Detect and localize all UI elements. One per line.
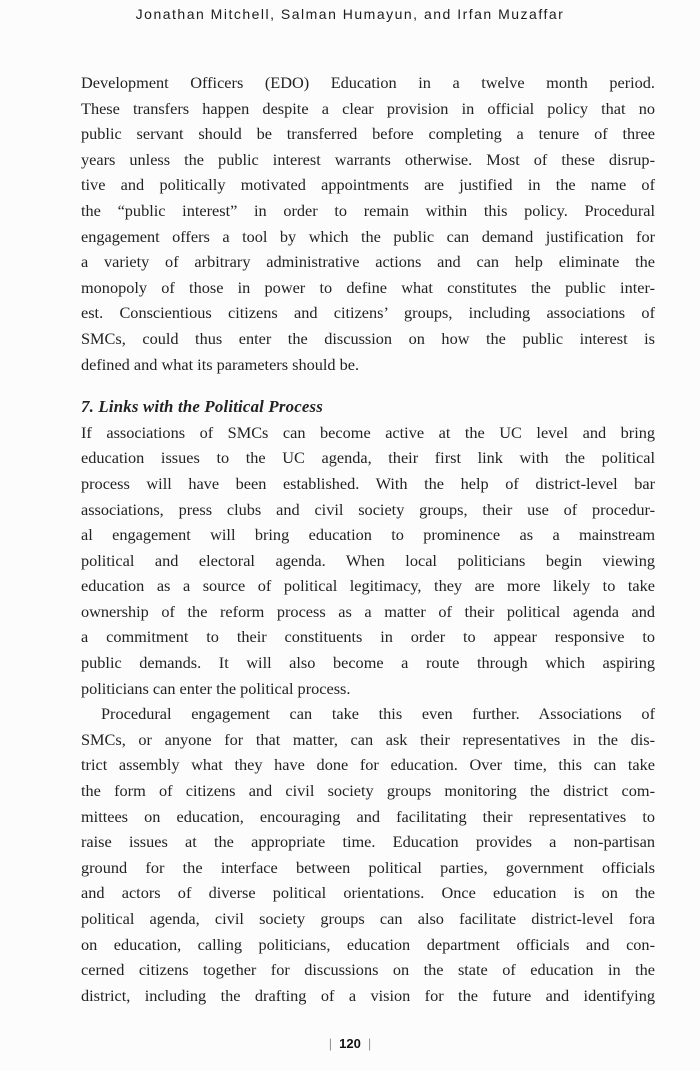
page-number: 120 — [339, 1036, 361, 1051]
paragraph — [81, 420, 655, 702]
text-line: Development Officers (EDO) Education in a twelve month period. — [81, 73, 655, 92]
text-line: SMCs, or anyone for that matter, can ask their representatives in the dis- — [81, 729, 655, 749]
text-line: education issues to the UC agenda, their first link with the political — [81, 448, 655, 468]
text-line: mittees on education, encouraging and facilitating their representatives to — [81, 806, 655, 826]
text-line: associations, press clubs and civil society groups, their use of procedur- — [81, 499, 655, 519]
text-line: political agenda, civil society groups can also facilitate district-level fora — [81, 909, 655, 928]
paragraph — [81, 70, 655, 377]
text-line: raise issues at the appropriate time. Education provides a non-partisan — [81, 832, 655, 852]
text-line: years unless the public interest warrants otherwise. Most of these disrup- — [81, 149, 655, 169]
running-head — [0, 6, 700, 22]
text-line: ownership of the reform process as a matter of their political agenda and — [81, 601, 655, 621]
text-line: the “public interest” in order to remain within this policy. Procedural — [81, 200, 655, 220]
text-line: al engagement will bring education to prominence as a mainstream — [81, 525, 655, 545]
text-line: If associations of SMCs can become active at the UC level and bring — [81, 422, 655, 442]
text-line: monopoly of those in power to define what constitutes the public inter- — [81, 277, 655, 297]
body-text — [81, 70, 655, 1008]
text-line: and actors of diverse political orientations. Once education is on the — [81, 883, 655, 903]
text-line: public servant should be transferred before completing a tenure of three — [81, 124, 655, 144]
paragraph — [81, 701, 655, 1008]
text-line: politicians can enter the political process. — [81, 678, 351, 698]
text-line: Procedural engagement can take this even further. Associations of — [101, 704, 655, 724]
text-line: SMCs, could thus enter the discussion on how the public interest is — [81, 328, 655, 348]
text-line: a commitment to their constituents in order to appear responsive to — [81, 627, 655, 647]
running-head-authors: Jonathan Mitchell, Salman Humayun, and Irfan Muzaffar — [135, 6, 565, 22]
text-line: ground for the interface between political parties, government officials — [81, 857, 655, 877]
page-footer — [0, 1036, 700, 1051]
text-line: on education, calling politicians, education department officials and con- — [81, 934, 655, 954]
text-line: defined and what its parameters should be. — [81, 354, 360, 374]
text-line: These transfers happen despite a clear provision in official policy that no — [81, 98, 655, 118]
text-line: trict assembly what they have done for education. Over time, this can take — [81, 755, 655, 775]
text-line: political and electoral agenda. When local politicians begin viewing — [81, 550, 655, 570]
text-line: cerned citizens together for discussions on the state of education in the — [81, 960, 655, 980]
text-line: est. Conscientious citizens and citizens’ groups, including associations of — [81, 303, 655, 323]
text-line: district, including the drafting of a vision for the future and identifying — [81, 985, 655, 1005]
text-line: a variety of arbitrary administrative actions and can help eliminate the — [81, 252, 655, 272]
page-number-bar-right: | — [367, 1036, 372, 1051]
page-number-bar-left: | — [328, 1036, 333, 1051]
text-line: tive and politically motivated appointments are justified in the name of — [81, 175, 655, 195]
text-line: the form of citizens and civil society groups monitoring the district com- — [81, 781, 655, 801]
text-line: process will have been established. With the help of district-level bar — [81, 473, 655, 493]
text-line: education as a source of political legitimacy, they are more likely to take — [81, 576, 655, 596]
text-line: public demands. It will also become a route through which aspiring — [81, 653, 655, 673]
text-line: engagement offers a tool by which the public can demand justification for — [81, 226, 655, 246]
section-heading: 7. Links with the Political Process — [81, 397, 323, 417]
